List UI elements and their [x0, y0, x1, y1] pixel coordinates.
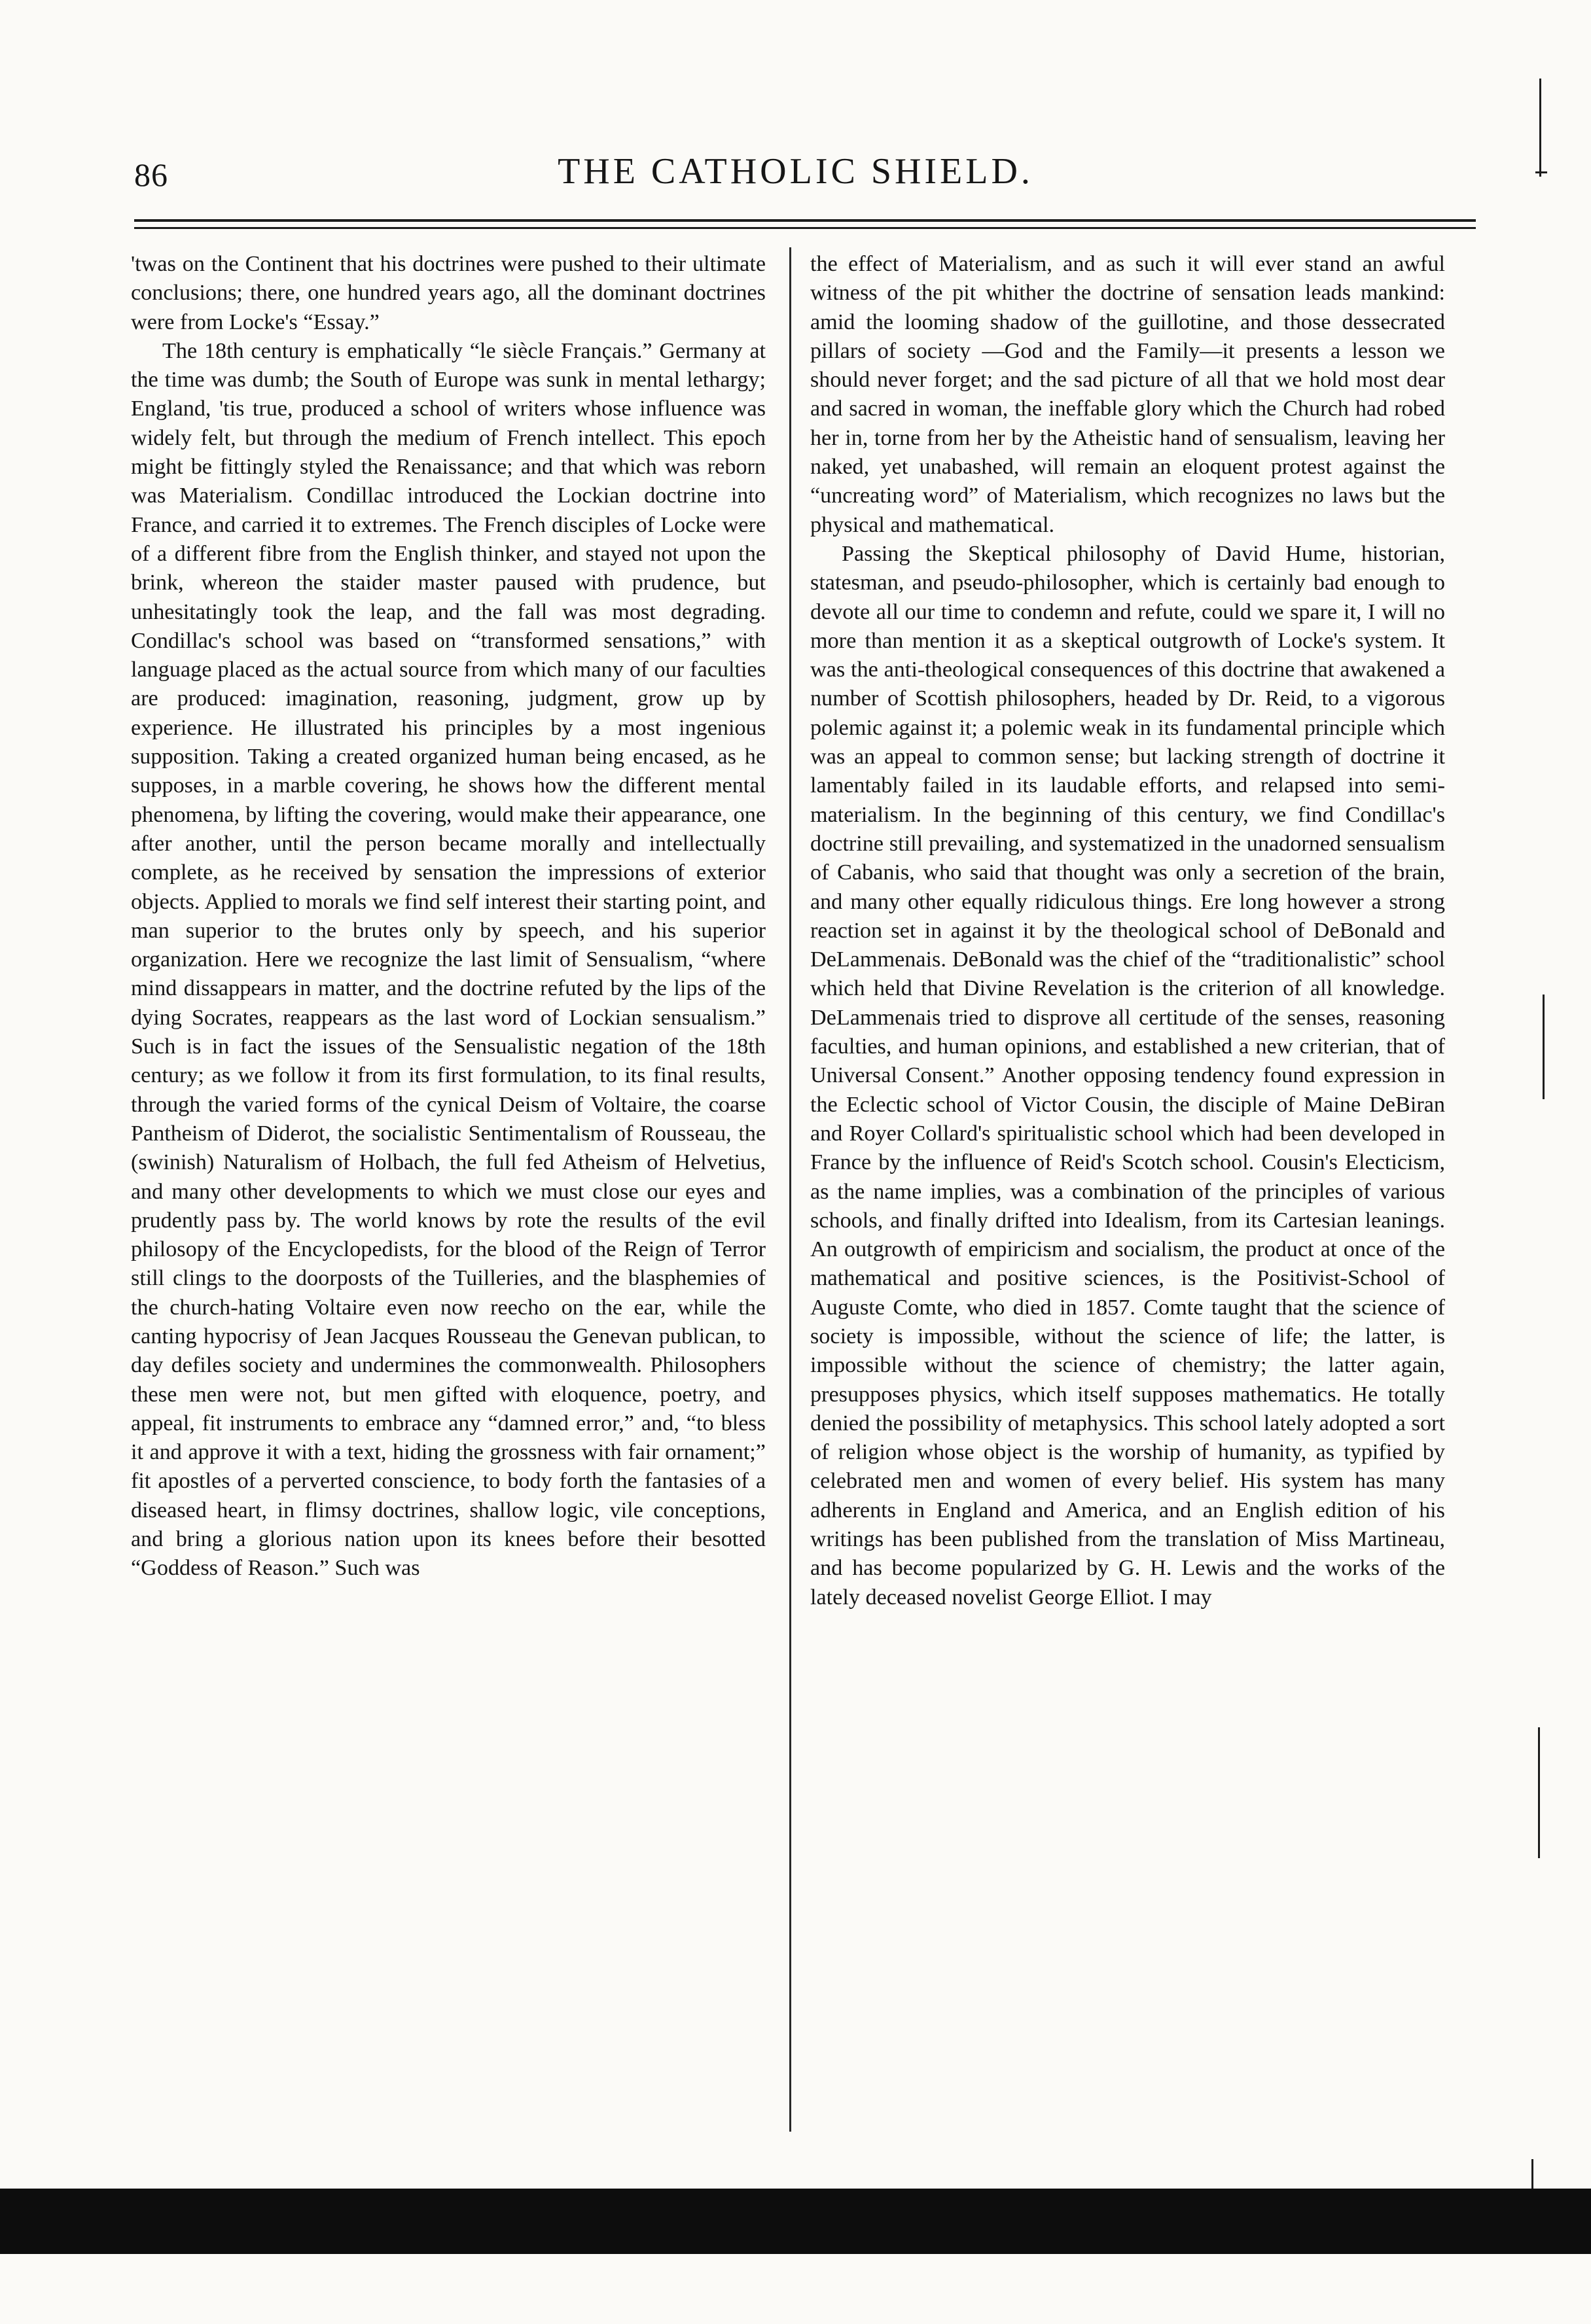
left-column: [131, 250, 766, 2134]
left-paragraph-1: 'twas on the Continent that his doctrines were pushed to their ultimate conclusions; there, one hundred years ago, all the dominant doctrines were from Locke's “Essay.”: [131, 252, 766, 334]
margin-mark-top: [1539, 79, 1541, 177]
margin-mark-bottom: [1531, 2159, 1533, 2189]
margin-mark-middle: [1543, 995, 1545, 1099]
journal-title: THE CATHOLIC SHIELD.: [558, 151, 1033, 192]
header-rule-bottom: [134, 227, 1476, 229]
margin-mark-lower: [1538, 1727, 1540, 1858]
page-number: 86: [134, 156, 168, 193]
scan-bottom-band: [0, 2189, 1591, 2254]
margin-mark-upper: [1535, 171, 1547, 173]
right-column: [810, 250, 1445, 2134]
header-rule-top: [134, 219, 1476, 222]
right-paragraph-1: the effect of Materialism, and as such it will ever stand an awful witness of the pit whither the doctrine of sensation leads mankind: amid the looming shadow of the guillotine, and those dessecrated pillars of society —God and the Family—it presents a lesson we should never forget; and the sad picture of all that we hold most dear and sacred in woman, the ineffable glory which the Church had robed her in, torne from her by the Atheistic hand of sensualism, leaving her naked, yet unabashed, will remain an eloquent protest against the “uncreating word” of Materialism, which recognizes no laws but the physical and mathematical.: [810, 252, 1445, 537]
left-paragraph-2: The 18th century is emphatically “le siècle Français.” Germany at the time was dumb; the South of Europe was sunk in mental lethargy; England, 'tis true, produced a school of writers whose influence was widely felt, but through the medium of French intellect. This epoch might be fittingly styled the Renaissance; and that which was reborn was Materialism. Condillac introduced the Lockian doctrine into France, and carried it to extremes. The French disciples of Locke were of a different fibre from the English thinker, and stayed not upon the brink, whereon the staider master paused with prudence, but unhesitatingly took the leap, and the fall was most degrading. Condillac's school was based on “transformed sensations,” with language placed as the actual source from which many of our faculties are produced: imagination, reasoning, judgment, grow up by experience. He illustrated his principles by a most ingenious supposition. Taking a created organized human being encased, as he supposes, in a marble covering, he shows how the different mental phenomena, by lifting the covering, would make their appearance, one after another, until the person became morally and intellectually complete, as he received by sensation the impressions of exterior objects. Applied to morals we find self interest their starting point, and man superior to the brutes only by speech, and his superior organization. Here we recognize the last limit of Sensualism, “where mind dissappears in matter, and the doctrine refuted by the lips of the dying Socrates, reappears as the last word of Lockian sensualism.” Such is in fact the issues of the Sensualistic negation of the 18th century; as we follow it from its first formulation, to its final results, through the varied forms of the cynical Deism of Voltaire, the coarse Pantheism of Diderot, the socialistic Sentimentalism of Rousseau, the (swinish) Naturalism of Holbach, the full fed Atheism of Helvetius, and many other developments to which we must close our eyes and prudently pass by. The world knows by rote the results of the evil philosopy of the Encyclopedists, for the blood of the Reign of Terror still clings to the doorposts of the Tuilleries, and the blasphemies of the church-hating Voltaire even now reecho on the ear, while the canting hypocrisy of Jean Jacques Rousseau the Genevan publican, to day defiles society and undermines the commonwealth. Philosophers these men were not, but men gifted with eloquence, poetry, and appeal, fit instruments to embrace any “damned error,” and, “to bless it and approve it with a text, hiding the grossness with fair ornament;” fit apostles of a perverted conscience, to body forth the fantasies of a diseased heart, in flimsy doctrines, shallow logic, vile conceptions, and bring a glorious nation upon its knees before their besotted “Goddess of Reason.” Such was: [131, 338, 766, 1581]
right-paragraph-2: Passing the Skeptical philosophy of David Hume, historian, statesman, and pseudo-philosopher, which is certainly bad enough to devote all our time to condemn and refute, could we spare it, I will no more than mention it as a skeptical outgrowth of Locke's system. It was the anti-theological consequences of this doctrine that awakened a number of Scottish philosophers, headed by Dr. Reid, to a vigorous polemic against it; a polemic weak in its fundamental principle which was an appeal to common sense; but lacking strength of doctrine it lamentably failed in its laudable efforts, and relapsed into semi-materialism. In the beginning of this century, we find Condillac's doctrine still prevailing, and systematized in the unadorned sensualism of Cabanis, who said that thought was only a secretion of the brain, and many other equally ridiculous things. Ere long however a strong reaction set in against it by the theological school of DeBonald and DeLammenais. DeBonald was the chief of the “traditionalistic” school which held that Divine Revelation is the criterion of all knowledge. DeLammenais tried to disprove all certitude of the senses, reasoning faculties, and human opinions, and established a new criterian, that of Universal Consent.” Another opposing tendency found expression in the Eclectic school of Victor Cousin, the disciple of Maine DeBiran and Royer Collard's spiritualistic school which had been developed in France by the influence of Reid's Scotch school. Cousin's Electicism, as the name implies, was a combination of the principles of various schools, and finally drifted into Idealism, from its Cartesian leanings. An outgrowth of empiricism and socialism, the product at once of the mathematical and positive sciences, is the Positivist-School of Auguste Comte, who died in 1857. Comte taught that the science of society is impossible, without the science of life; the latter, is impossible without the science of chemistry; the latter again, presupposes physics, which itself supposes mathematics. He totally denied the possibility of metaphysics. This school lately adopted a sort of religion whose object is the worship of humanity, as typified by celebrated men and women of every belief. His system has many adherents in England and America, and an English edition of his writings has been published from the translation of Miss Martineau, and has become popularized by G. H. Lewis and the works of the lately deceased novelist George Elliot. I may: [810, 541, 1445, 1610]
column-divider: [789, 247, 791, 2132]
